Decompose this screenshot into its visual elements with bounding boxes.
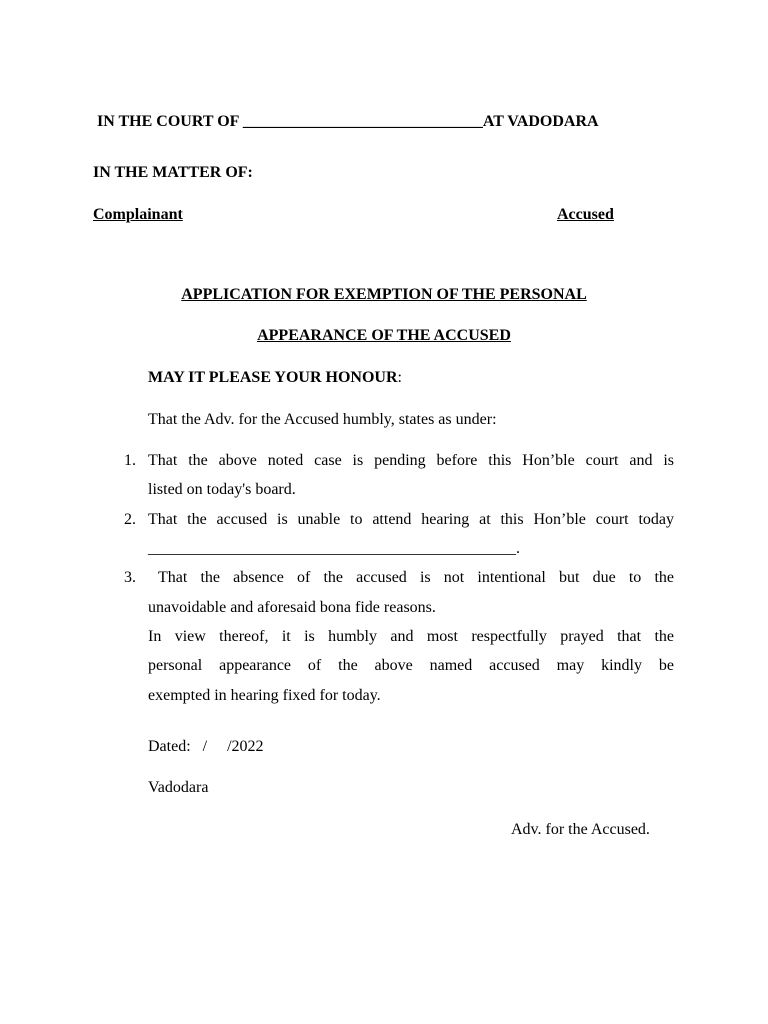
salutation <box>148 368 402 388</box>
matter-heading: IN THE MATTER OF: <box>93 164 253 181</box>
signature-line: Adv. for the Accused. <box>511 821 650 838</box>
salutation-text: MAY IT PLEASE YOUR HONOUR <box>148 369 398 386</box>
accused-label: Accused <box>557 206 614 223</box>
salutation-colon: : <box>397 369 402 386</box>
item-2-number: 2. <box>124 511 136 528</box>
item-1-line-2: listed on today's board. <box>148 481 296 498</box>
complainant-label: Complainant <box>93 206 183 223</box>
court-heading: IN THE COURT OF ______________________________AT VADODARA <box>97 113 599 130</box>
intro-paragraph: That the Adv. for the Accused humbly, states as under: <box>148 411 497 428</box>
item-1-line-1: That the above noted case is pending before this Hon’ble court and is <box>148 452 674 469</box>
prayer-line-3: exempted in hearing fixed for today. <box>148 687 381 704</box>
application-title-line-2: APPEARANCE OF THE ACCUSED <box>257 327 511 344</box>
prayer-line-2: personal appearance of the above named accused may kindly be <box>148 657 674 674</box>
prayer-line-1: In view thereof, it is humbly and most respectfully prayed that the <box>148 628 674 645</box>
dated-line: Dated: / /2022 <box>148 738 264 755</box>
item-1-number: 1. <box>124 452 136 469</box>
item-2-line-1: That the accused is unable to attend hearing at this Hon’ble court today <box>148 511 674 528</box>
item-3-line-1: That the absence of the accused is not intentional but due to the <box>158 569 674 586</box>
item-2-line-2: ______________________________________________. <box>148 540 520 557</box>
item-3-number: 3. <box>124 569 136 586</box>
application-title-line-1: APPLICATION FOR EXEMPTION OF THE PERSONAL <box>181 286 587 303</box>
item-3-line-2: unavoidable and aforesaid bona fide reasons. <box>148 599 436 616</box>
place-line: Vadodara <box>148 779 209 796</box>
